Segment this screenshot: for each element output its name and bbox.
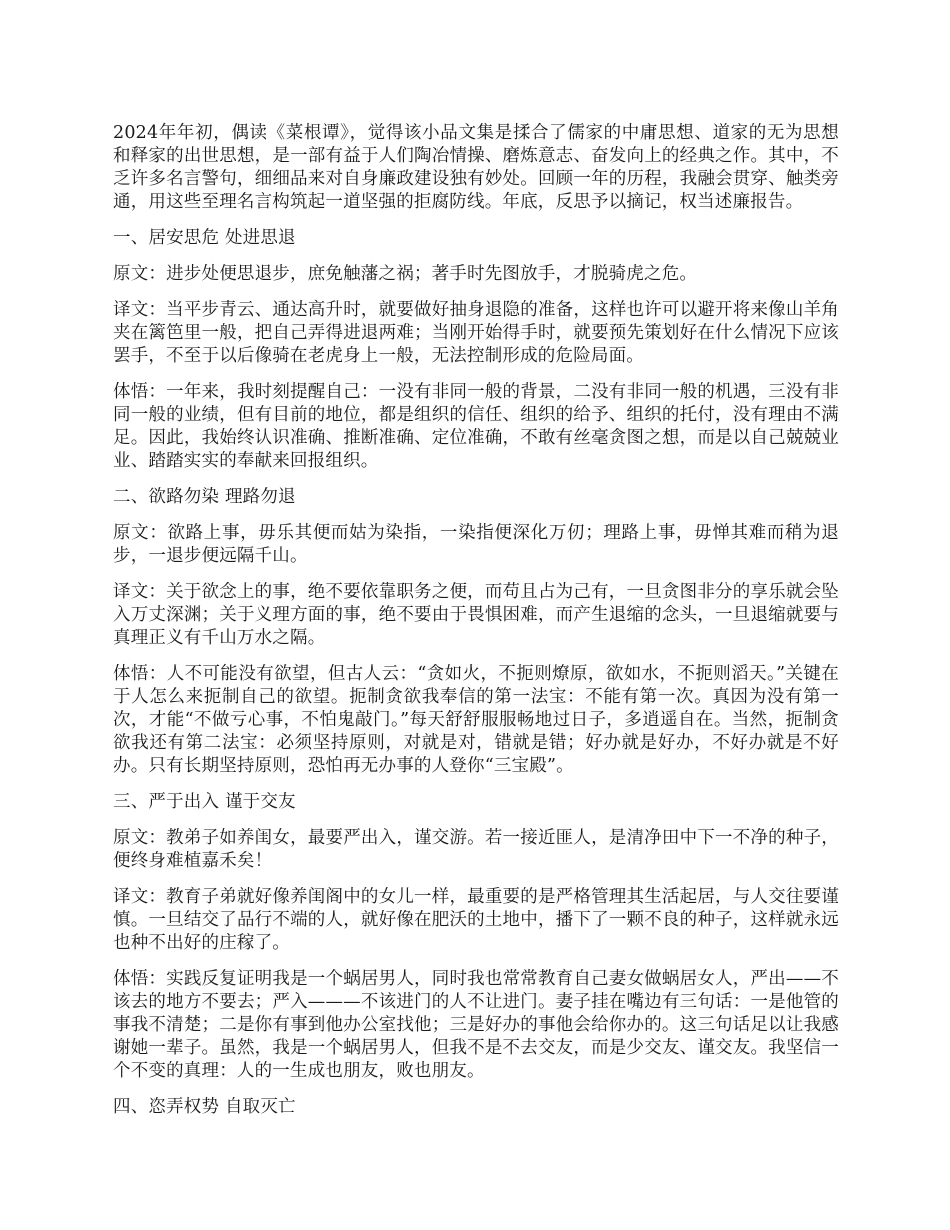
- section-2-reflection: 体悟：人不可能没有欲望，但古人云：“贪如火，不扼则燎原，欲如水，不扼则滔天。”关键在于人怎么来扼制自己的欲望。扼制贪欲我奉信的第一法宝：不能有第一次。真因为没有第一次，才能“不做亏心事，不怕鬼敲门。”每天舒舒服服畅地过日子，多逍遥自在。当然，扼制贪欲我还有第二法宝：必须坚持原则，对就是对，错就是错；好办就是好办，不好办就是不好办。只有长期坚持原则，恐怕再无办事的人登你“三宝殿”。: [113, 664, 839, 776]
- section-3-original: 原文：教弟子如养闺女，最要严出入，谨交游。若一接近匪人，是清净田中下一不净的种子，便终身难植嘉禾矣！: [113, 828, 839, 871]
- section-3-reflection: 体悟：实践反复证明我是一个蜗居男人，同时我也常常教育自己妻女做蜗居女人，严出——不该去的地方不要去；严入———不该进门的人不让进门。妻子挂在嘴边有三句话：一是他管的事我不清楚；二是你有事到他办公室找他；三是好办的事他会给你办的。这三句话足以让我感谢她一辈子。虽然，我是一个蜗居男人，但我不是不去交友，而是少交友、谨交友。我坚信一个不变的真理：人的一生成也朋友，败也朋友。: [113, 969, 839, 1081]
- intro-paragraph: 2024年年初，偶读《菜根谭》，觉得该小品文集是揉合了儒家的中庸思想、道家的无为思想和释家的出世思想，是一部有益于人们陶冶情操、磨炼意志、奋发向上的经典之作。其中，不乏许多名言警句，细细品来对自身廉政建设独有妙处。回顾一年的历程，我融会贯穿、触类旁通，用这些至理名言构筑起一道坚强的拒腐防线。年底，反思予以摘记，权当述廉报告。: [113, 123, 839, 212]
- document-page: [113, 122, 839, 1132]
- section-2-original: 原文：欲路上事，毋乐其便而姑为染指，一染指便深化万仞；理路上事，毋惮其难而稍为退步，一退步便远隔千山。: [113, 523, 839, 566]
- section-2-heading: 二、欲路勿染 理路勿退: [113, 487, 296, 507]
- section-1-translation: 译文：当平步青云、通达高升时，就要做好抽身退隐的准备，这样也许可以避开将来像山羊角夹在篱笆里一般，把自己弄得进退两难；当刚开始得手时，就要预先策划好在什么情况下应该罢手，不至于以后像骑在老虎身上一般，无法控制形成的危险局面。: [113, 300, 839, 366]
- section-4-heading: 四、恣弄权势 自取灭亡: [113, 1097, 296, 1117]
- section-3-heading: 三、严于出入 谨于交友: [113, 792, 296, 812]
- section-1-reflection: 体悟：一年来，我时刻提醒自己：一没有非同一般的背景，二没有非同一般的机遇，三没有非同一般的业绩，但有目前的地位，都是组织的信任、组织的给予、组织的托付，没有理由不满足。因此，我始终认识准确、推断准确、定位准确，不敢有丝毫贪图之想，而是以自己兢兢业业、踏踏实实的奉献来回报组织。: [113, 382, 839, 471]
- section-1-original: 原文：进步处便思退步，庶免触藩之祸；著手时先图放手，才脱骑虎之危。: [113, 264, 698, 284]
- section-1-heading: 一、居安思危 处进思退: [113, 228, 296, 248]
- section-3-translation: 译文：教育子弟就好像养闺阁中的女儿一样，最重要的是严格管理其生活起居，与人交往要谨慎。一旦结交了品行不端的人，就好像在肥沃的土地中，播下了一颗不良的种子，这样就永远也种不出好的庄稼了。: [113, 887, 839, 953]
- section-2-translation: 译文：关于欲念上的事，绝不要依靠职务之便，而苟且占为己有，一旦贪图非分的享乐就会坠入万丈深渊；关于义理方面的事，绝不要由于畏惧困难，而产生退缩的念头，一旦退缩就要与真理正义有千山万水之隔。: [113, 582, 839, 648]
